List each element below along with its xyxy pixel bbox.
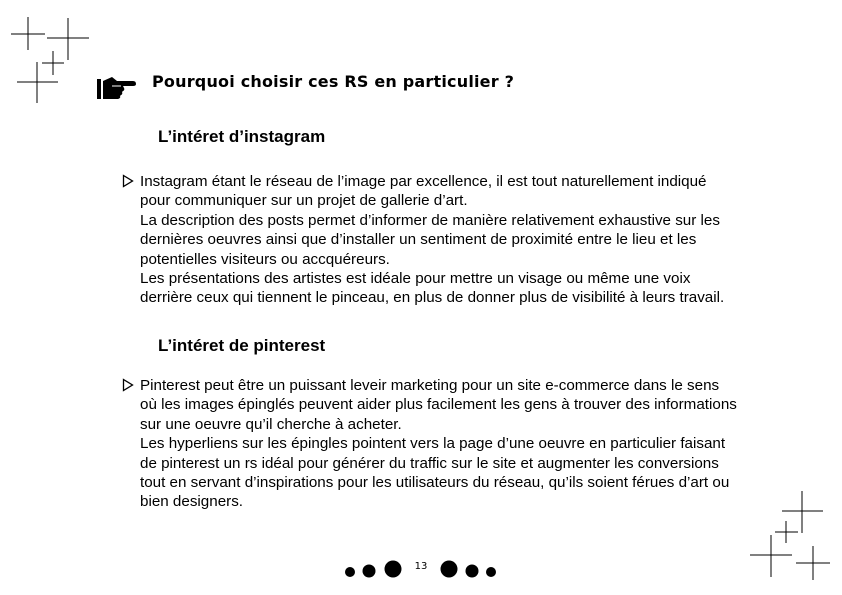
text-line: La description des posts permet d’informer de manière relativement exhaustive sur les [140,211,720,229]
dot-small [486,567,496,577]
text-line: Les hyperliens sur les épingles pointent vers la page d’une oeuvre en particulier faisant [140,435,726,453]
dot-small [345,567,355,577]
text-line: Instagram étant le réseau de l’image par excellence, il est tout naturellement indiqué [140,173,707,190]
pinterest-paragraph [140,376,782,512]
dot-medium [466,565,479,578]
text-line: dernières oeuvres ainsi que d’installer un sentiment de proximité entre le lieu et les [140,231,697,249]
text-line: pour communiquer sur un projet de gallerie d’art. [140,192,468,210]
pointing-hand-icon [96,73,136,101]
dot-large [385,561,402,578]
text-line: tout en servant d’inspirations pour les utilisateurs du réseau, qu’ils soient férues d’art ou [140,474,730,492]
text-line: potentielles visiteurs ou accquéreurs. [140,250,390,268]
bullet-triangle-icon [122,378,134,392]
instagram-paragraph [140,172,782,308]
page-title: Pourquoi choisir ces RS en particulier ? [152,72,515,91]
text-line: Pinterest peut être un puissant leveir marketing pour un site e-commerce dans le sens [140,377,720,394]
pinterest-bullet [122,376,782,512]
bullet-triangle-icon [122,174,134,188]
dot-medium [363,565,376,578]
text-line: derrière ceux qui tiennent le pinceau, en plus de donner plus de visibilité à leurs travail. [140,289,725,307]
section-title-pinterest: L’intéret de pinterest [158,336,326,355]
text-line: bien designers. [140,493,244,511]
dot-large [441,561,458,578]
page-number: 13 [414,561,428,572]
text-line: sur une oeuvre qu’il cherche à acheter. [140,415,402,433]
instagram-bullet [122,172,782,308]
text-line: de pinterest un rs idéal pour générer du traffic sur le site et augmenter les conversions [140,454,719,472]
section-title-instagram: L’intéret d’instagram [158,127,326,146]
text-line: Les présentations des artistes est idéale pour mettre un visage ou même une voix [140,270,691,288]
text-line: où les images épinglés peuvent aider plus facilement les gens à trouver des informations [140,396,737,414]
